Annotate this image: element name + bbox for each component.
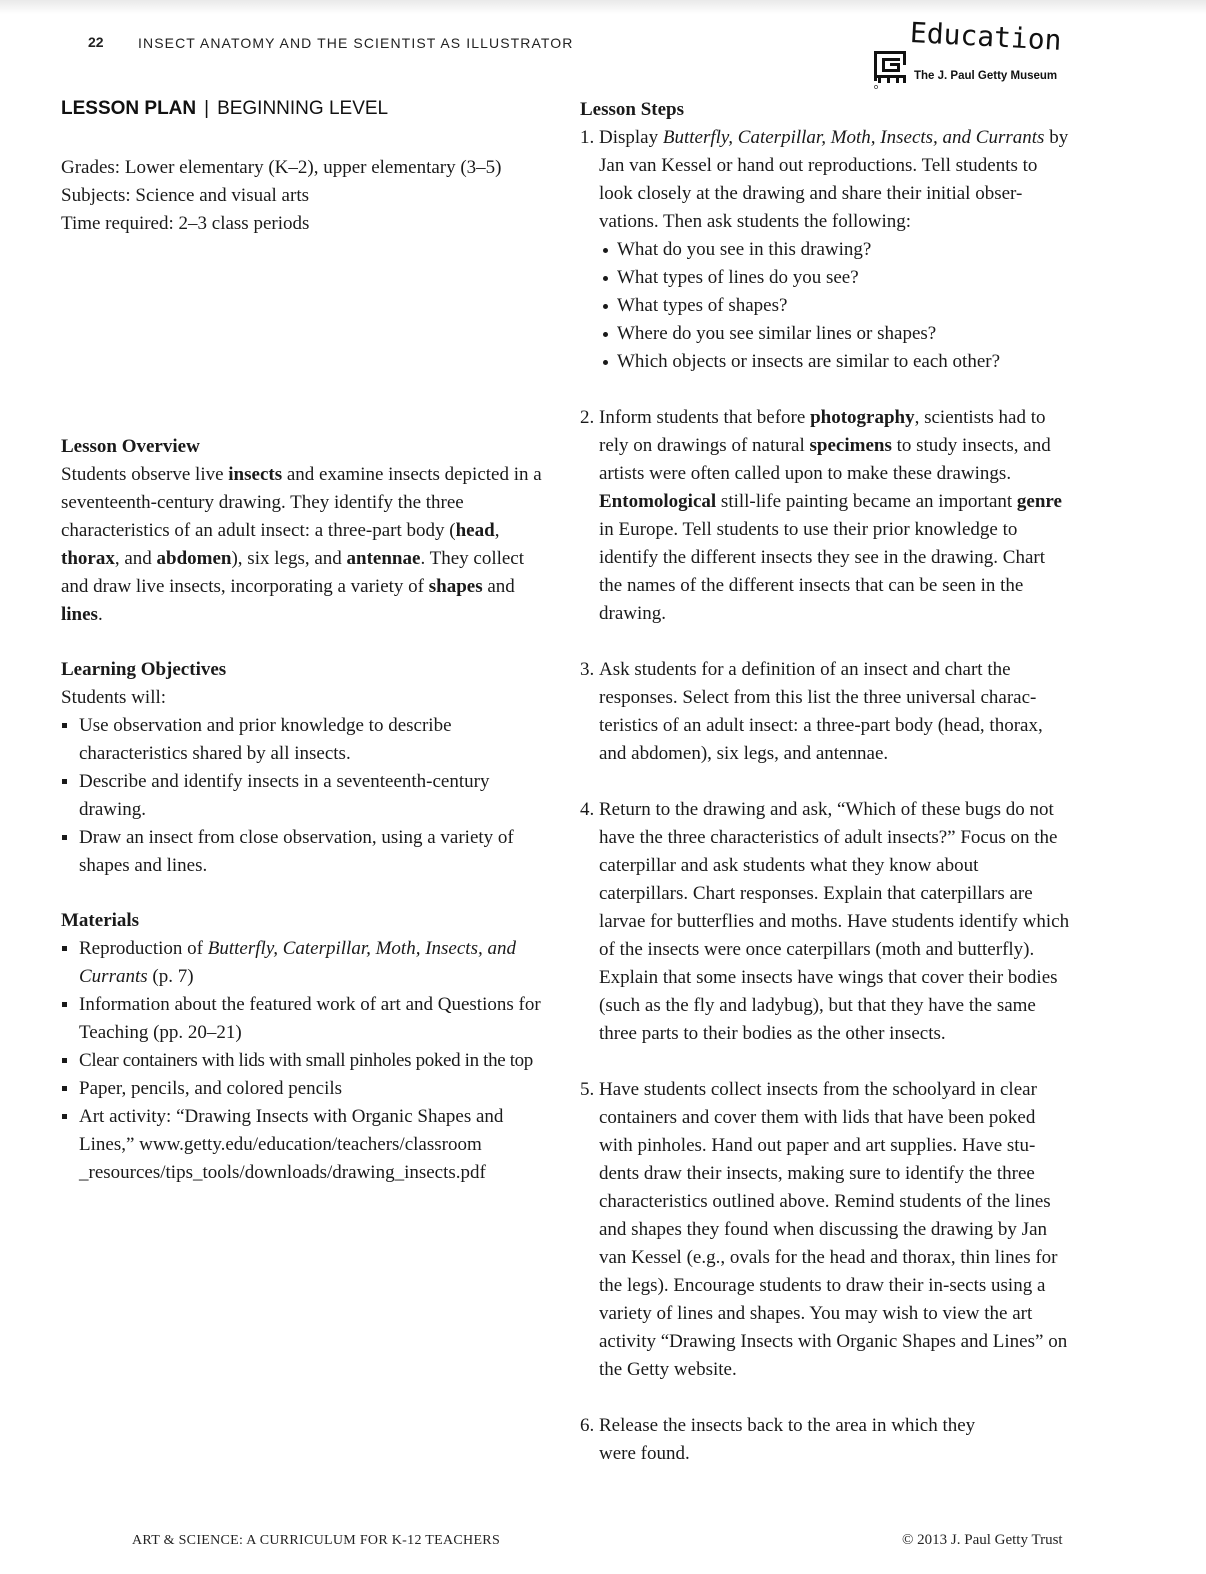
list-item: What types of lines do you see?: [599, 264, 1070, 292]
list-item: Draw an insect from close observation, using a variety of shapes and lines.: [61, 824, 551, 880]
list-item: What types of shapes?: [599, 292, 1070, 320]
step-1-questions: [599, 236, 1070, 376]
lesson-step-4: 4. Return to the drawing and ask, “Which of these bugs do not have the three characteristics of adult insects?” Focus on the caterpillar and ask students what they know about caterpillars. Chart responses. Explain that caterpillars are larvae for butterflies and moths. Have students identify which of the insects were once caterpillars (moth and butterfly). Explain that some insects have wings that cover their bodies (such as the fly and ladybug), but that they have the same three parts to their bodies as the other insects.: [580, 799, 1070, 1044]
lesson-steps-heading: Lesson Steps: [580, 99, 684, 120]
lesson-plan-label: [61, 98, 388, 120]
lesson-plan-title: LESSON PLAN: [61, 98, 197, 119]
list-item: Art activity: “Drawing Insects with Organic Shapes and Lines,” www.getty.edu/education/teachers/classroom _resources/tips_tools/downloads/drawing_insects.pdf: [61, 1103, 551, 1187]
materials-list: [61, 935, 551, 1187]
learning-objectives-intro: Students will:: [61, 687, 167, 708]
lesson-step-1: 1. Display Butterfly, Caterpillar, Moth, Insects, and Currants by Jan van Kessel or hand out reproductions. Tell students to look closely at the drawing and share their initial obser-vations. Then ask students the following: What do you see in this drawing? What types of lines do you see? What types of shapes? Where do you see similar lines or shapes? Which objects or insects are similar to each other?: [580, 124, 1070, 376]
page-number: 22: [88, 34, 104, 50]
logo-education-text: Education: [909, 16, 1063, 57]
lesson-steps-section: [580, 96, 1070, 1468]
lesson-info: [61, 154, 551, 238]
lesson-plan-level: BEGINNING LEVEL: [217, 98, 389, 119]
list-item: Where do you see similar lines or shapes?: [599, 320, 1070, 348]
top-edge-shadow: [0, 0, 1206, 14]
step-spacer: [580, 1048, 1070, 1076]
list-item: Describe and identify insects in a seventeenth-century drawing.: [61, 768, 551, 824]
step-spacer: [580, 768, 1070, 796]
list-item: What do you see in this drawing?: [599, 236, 1070, 264]
step-spacer: [580, 376, 1070, 404]
learning-objectives-heading: Learning Objectives: [61, 659, 227, 680]
lesson-step-3: 3. Ask students for a definition of an insect and chart the responses. Select from this list the three universal charac-teristics of an adult insect: a three-part body (head, thorax, and abdomen), six legs, and antennae.: [580, 659, 1043, 764]
step-spacer: [580, 628, 1070, 656]
getty-logo-icon: [872, 49, 908, 89]
materials-section: [61, 907, 551, 1187]
step-spacer: [580, 1384, 1070, 1412]
lesson-steps-list: [580, 124, 1070, 1468]
learning-objectives-section: [61, 656, 551, 880]
list-item: Use observation and prior knowledge to describe characteristics shared by all insects.: [61, 712, 551, 768]
lesson-overview-section: [61, 433, 551, 629]
learning-objectives-list: [61, 712, 551, 880]
lesson-plan-separator: |: [204, 98, 210, 119]
list-item: Clear containers with lids with small pinholes poked in the top: [61, 1047, 551, 1075]
footer-curriculum-title: ART & SCIENCE: A CURRICULUM FOR K-12 TEACHERS: [132, 1533, 501, 1548]
grades-line: Grades: Lower elementary (K–2), upper elementary (3–5): [61, 157, 502, 178]
subjects-line: Subjects: Science and visual arts: [61, 185, 309, 206]
footer-copyright: © 2013 J. Paul Getty Trust: [902, 1532, 1063, 1548]
lesson-step-6: 6. Release the insects back to the area in which they were found.: [580, 1415, 976, 1464]
list-item: Information about the featured work of art and Questions for Teaching (pp. 20–21): [61, 991, 551, 1047]
time-required-line: Time required: 2–3 class periods: [61, 213, 310, 234]
getty-education-logo: [870, 14, 1070, 94]
logo-museum-name: The J. Paul Getty Museum: [914, 70, 1058, 82]
list-item: Which objects or insects are similar to each other?: [599, 348, 1070, 376]
lesson-step-5: 5. Have students collect insects from the schoolyard in clear containers and cover them with lids that have been poked with pinholes. Hand out paper and art supplies. Have stu-dents draw their insects, making sure to identify the three characteristics outlined above. Remind students of the lines and shapes they found when discussing the drawing by Jan van Kessel (e.g., ovals for the head and thorax, thin lines for the legs). Encourage students to draw their in-sects using a variety of lines and shapes. You may wish to view the art activity “Drawing Insects with Organic Shapes and Lines” on the Getty website.: [580, 1079, 1068, 1380]
lesson-overview-heading: Lesson Overview: [61, 436, 200, 457]
lesson-step-2: 2. Inform students that before photography, scientists had to rely on drawings of natural specimens to study insects, and artists were often called upon to make these drawings. Entomological still-life painting became an important genre in Europe. Tell students to use their prior knowledge to identify the different insects they see in the drawing. Chart the names of the different insects that can be seen in the drawing.: [580, 407, 1062, 624]
materials-heading: Materials: [61, 910, 140, 931]
list-item: Paper, pencils, and colored pencils: [61, 1075, 551, 1103]
lesson-overview-text: Students observe live insects and examine insects depicted in a seventeenth-century drawing. They identify the three characteristics of an adult insect: a three-part body (head, thorax, and abdomen), six legs, and antennae. They collect and draw live insects, incorporating a variety of shapes and lines.: [61, 464, 542, 625]
list-item: Reproduction of Butterfly, Caterpillar, Moth, Insects, and Currants (p. 7): [61, 935, 551, 991]
running-header-title: INSECT ANATOMY AND THE SCIENTIST AS ILLUSTRATOR: [138, 35, 574, 51]
